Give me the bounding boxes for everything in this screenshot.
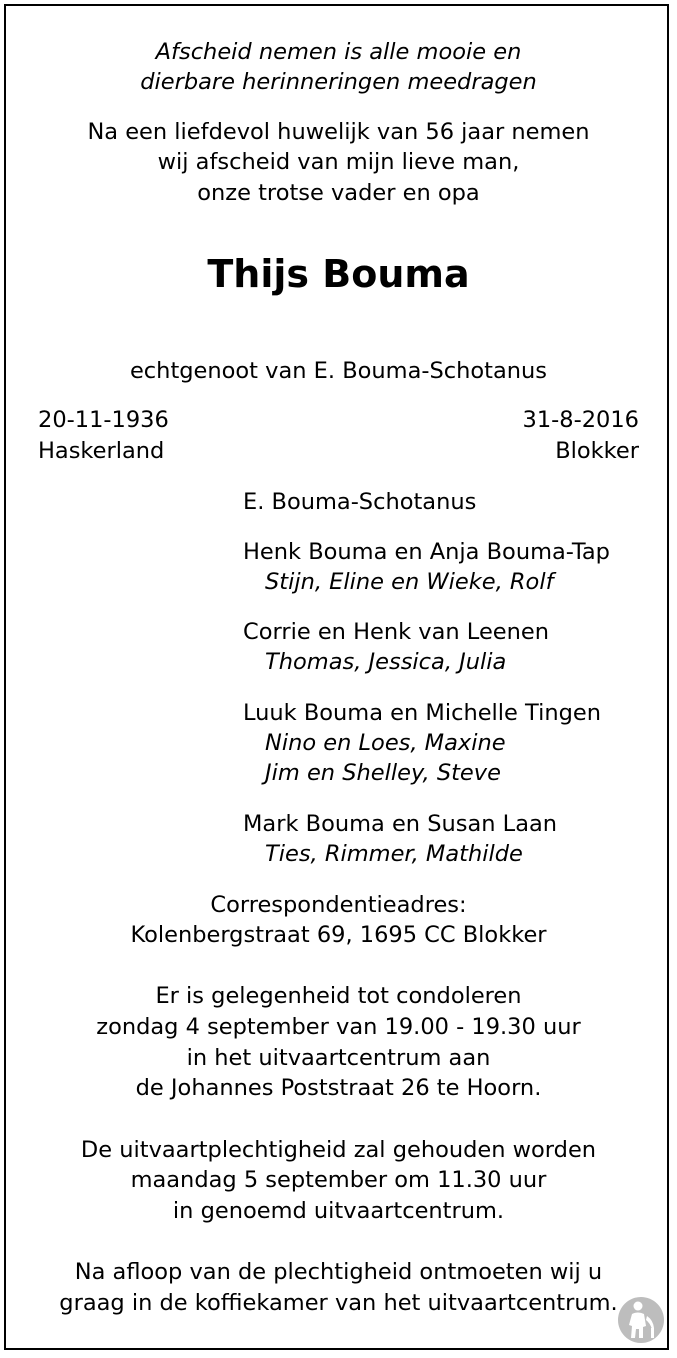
ceremony-line-3: in genoemd uitvaartcentrum. bbox=[172, 1198, 505, 1224]
closing-line-2: graag in de koffiekamer van het uitvaartcentrum. bbox=[59, 1290, 618, 1316]
condolence-line-1: Er is gelegenheid tot condoleren bbox=[155, 983, 522, 1009]
motto-line-1: Afscheid nemen is alle mooie en bbox=[155, 39, 522, 65]
ceremony-line-2: maandag 5 september om 11.30 uur bbox=[130, 1167, 547, 1193]
intro-line-1: Na een liefdevol huwelijk van 56 jaar nemen bbox=[87, 119, 590, 145]
death-place: Blokker bbox=[555, 438, 639, 464]
family-member: Henk Bouma en Anja Bouma-Tap bbox=[243, 539, 610, 565]
deceased-name: Thijs Bouma bbox=[207, 252, 470, 296]
condolence-line-2: zondag 4 september van 19.00 - 19.30 uur bbox=[96, 1014, 581, 1040]
condolence-line-4: de Johannes Poststraat 26 te Hoorn. bbox=[135, 1075, 542, 1101]
correspondence-address: Kolenbergstraat 69, 1695 CC Blokker bbox=[130, 922, 547, 948]
death-date: 31-8-2016 bbox=[522, 407, 639, 433]
intro-line-2: wij afscheid van mijn lieve man, bbox=[157, 149, 520, 175]
ceremony-line-1: De uitvaartplechtigheid zal gehouden worden bbox=[80, 1137, 597, 1163]
closing-line-1: Na afloop van de plechtigheid ontmoeten wij u bbox=[74, 1259, 603, 1285]
family-member: Mark Bouma en Susan Laan bbox=[243, 811, 558, 837]
family-member: Corrie en Henk van Leenen bbox=[243, 619, 549, 645]
correspondence-label: Correspondentieadres: bbox=[210, 892, 467, 918]
birth-place: Haskerland bbox=[38, 438, 165, 464]
grandchildren: Jim en Shelley, Steve bbox=[265, 760, 501, 786]
grandchildren: Thomas, Jessica, Julia bbox=[265, 649, 507, 675]
grandchildren: Stijn, Eline en Wieke, Rolf bbox=[265, 569, 554, 595]
spouse-line: echtgenoot van E. Bouma-Schotanus bbox=[129, 358, 548, 384]
person-silhouette-icon bbox=[617, 1296, 665, 1344]
intro-line-3: onze trotse vader en opa bbox=[197, 180, 480, 206]
condolence-line-3: in het uitvaartcentrum aan bbox=[186, 1045, 491, 1071]
family-member: Luuk Bouma en Michelle Tingen bbox=[243, 700, 602, 726]
grandchildren: Ties, Rimmer, Mathilde bbox=[265, 841, 523, 867]
grandchildren: Nino en Loes, Maxine bbox=[265, 730, 506, 756]
family-member: E. Bouma-Schotanus bbox=[243, 489, 477, 515]
birth-date: 20-11-1936 bbox=[38, 407, 169, 433]
motto-line-2: dierbare herinneringen meedragen bbox=[140, 69, 537, 95]
